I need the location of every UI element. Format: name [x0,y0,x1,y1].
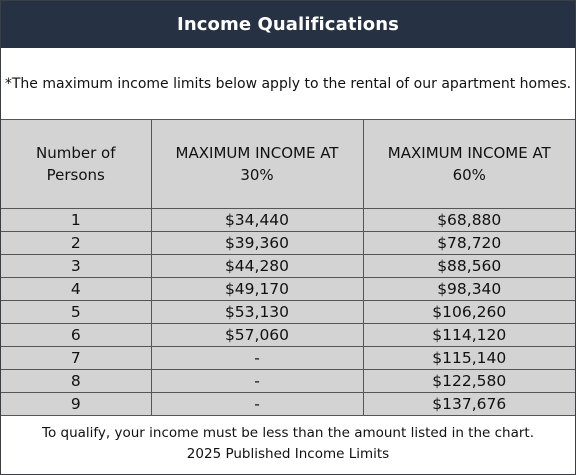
income-60-cell: $68,880 [363,209,575,232]
table-row [1,370,575,393]
income-30-cell: - [151,370,363,393]
income-limits-table [1,119,575,416]
income-30-cell: $57,060 [151,324,363,347]
column-header-persons: Number of Persons [1,120,151,209]
income-60-cell: $137,676 [363,393,575,416]
persons-cell: 8 [1,370,151,393]
qualify-statement: To qualify, your income must be less than the amount listed in the chart. [42,425,534,441]
income-60-cell: $88,560 [363,255,575,278]
income-30-cell: - [151,393,363,416]
income-60-cell: $106,260 [363,301,575,324]
table-header-row [1,120,575,209]
table-row [1,301,575,324]
income-60-cell: $122,580 [363,370,575,393]
persons-cell: 5 [1,301,151,324]
persons-cell: 1 [1,209,151,232]
published-limits-caption: 2025 Published Income Limits [186,446,390,462]
income-60-cell: $98,340 [363,278,575,301]
table-row [1,347,575,370]
title-bar [1,1,575,48]
income-limit-note: *The maximum income limits below apply to the rental of our apartment homes. [4,76,572,92]
persons-cell: 4 [1,278,151,301]
income-30-cell: $44,280 [151,255,363,278]
page-title: Income Qualifications [177,14,399,35]
table-row [1,393,575,416]
income-60-cell: $115,140 [363,347,575,370]
persons-cell: 2 [1,232,151,255]
income-30-cell: - [151,347,363,370]
table-row [1,209,575,232]
table-row [1,232,575,255]
persons-cell: 7 [1,347,151,370]
column-header-income-30: MAXIMUM INCOME AT 30% [151,120,363,209]
income-30-cell: $39,360 [151,232,363,255]
footer-note [1,415,575,473]
income-60-cell: $78,720 [363,232,575,255]
column-header-income-60: MAXIMUM INCOME AT 60% [363,120,575,209]
persons-cell: 3 [1,255,151,278]
income-30-cell: $53,130 [151,301,363,324]
income-30-cell: $34,440 [151,209,363,232]
income-30-cell: $49,170 [151,278,363,301]
income-60-cell: $114,120 [363,324,575,347]
table-row [1,278,575,301]
table-row [1,324,575,347]
persons-cell: 6 [1,324,151,347]
persons-cell: 9 [1,393,151,416]
table-row [1,255,575,278]
